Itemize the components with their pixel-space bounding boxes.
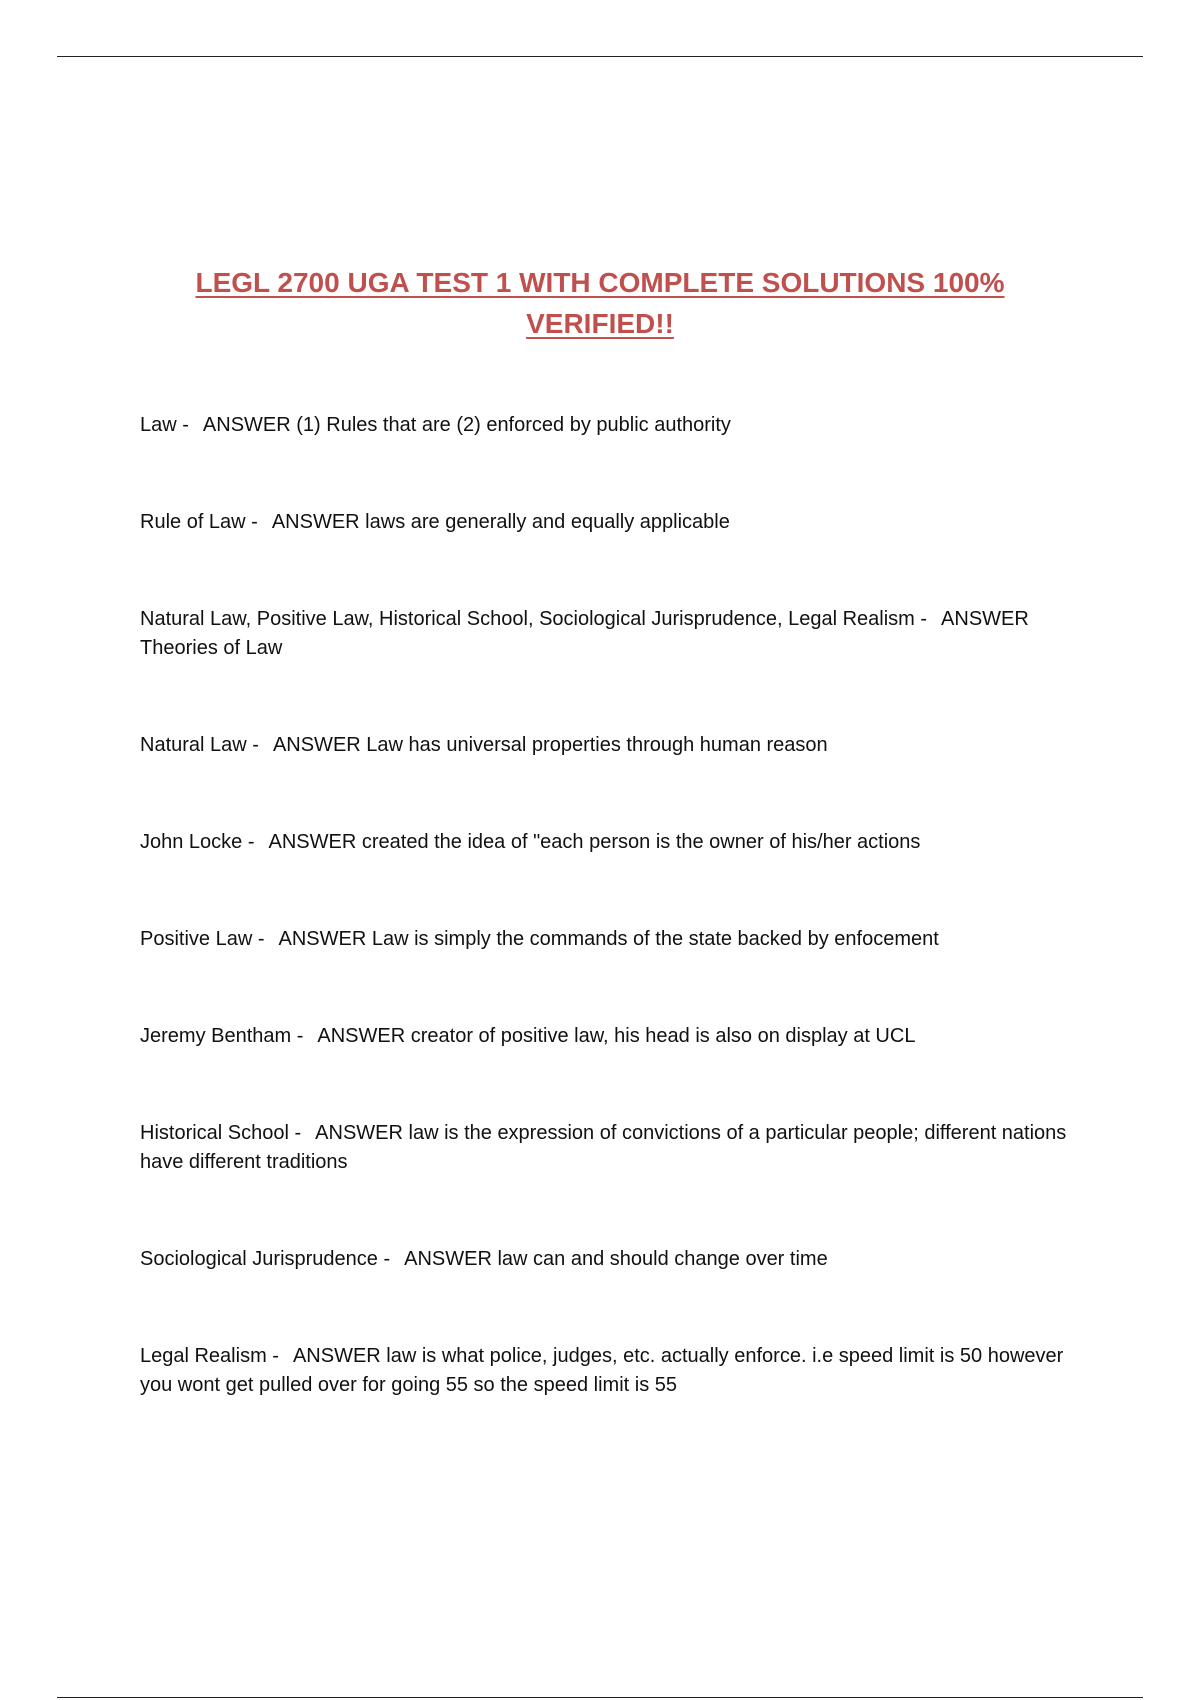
qa-answer: ANSWER law is the expression of convictions of a particular people; different nations have different traditions (140, 1122, 1067, 1173)
qa-item-jeremy-bentham (140, 1022, 1080, 1051)
document-title: LEGL 2700 UGA TEST 1 WITH COMPLETE SOLUTIONS 100% VERIFIED!! (195, 267, 1005, 339)
qa-answer: ANSWER creator of positive law, his head is also on display at UCL (317, 1025, 916, 1047)
qa-item-historical-school (140, 1119, 1080, 1177)
qa-answer: ANSWER law is what police, judges, etc. actually enforce. i.e speed limit is 50 however you wont get pulled over for going 55 so the speed limit is 55 (140, 1345, 1064, 1396)
qa-answer: ANSWER law can and should change over time (404, 1248, 828, 1270)
qa-term: Natural Law - (140, 734, 259, 756)
qa-answer: ANSWER laws are generally and equally applicable (271, 511, 730, 533)
qa-term: Legal Realism - (140, 1345, 279, 1367)
qa-list (140, 411, 1080, 1468)
qa-term: Jeremy Bentham - (140, 1025, 304, 1047)
qa-item-positive-law (140, 925, 1080, 954)
qa-item-rule-of-law (140, 508, 1080, 537)
qa-term: Positive Law - (140, 928, 265, 950)
top-rule (57, 56, 1143, 57)
qa-term: John Locke - (140, 831, 255, 853)
qa-item-law (140, 411, 1080, 440)
qa-term: Historical School - (140, 1122, 302, 1144)
qa-term: Sociological Jurisprudence - (140, 1248, 391, 1270)
bottom-rule (57, 1697, 1143, 1698)
qa-item-john-locke (140, 828, 1080, 857)
qa-answer: ANSWER (1) Rules that are (2) enforced by public authority (202, 414, 731, 436)
qa-item-natural-law (140, 731, 1080, 760)
qa-item-theories-of-law (140, 605, 1080, 663)
qa-answer: ANSWER Law is simply the commands of the state backed by enfocement (278, 928, 939, 950)
qa-answer: ANSWER created the idea of "each person is the owner of his/her actions (268, 831, 921, 853)
qa-term: Natural Law, Positive Law, Historical School, Sociological Jurisprudence, Legal Realism - (140, 608, 928, 630)
qa-answer: ANSWER Law has universal properties through human reason (272, 734, 828, 756)
qa-term: Law - (140, 414, 189, 436)
qa-term: Rule of Law - (140, 511, 258, 533)
qa-answer: ANSWER Theories of Law (140, 608, 1029, 659)
qa-item-sociological-jurisprudence (140, 1245, 1080, 1274)
qa-item-legal-realism (140, 1342, 1080, 1400)
